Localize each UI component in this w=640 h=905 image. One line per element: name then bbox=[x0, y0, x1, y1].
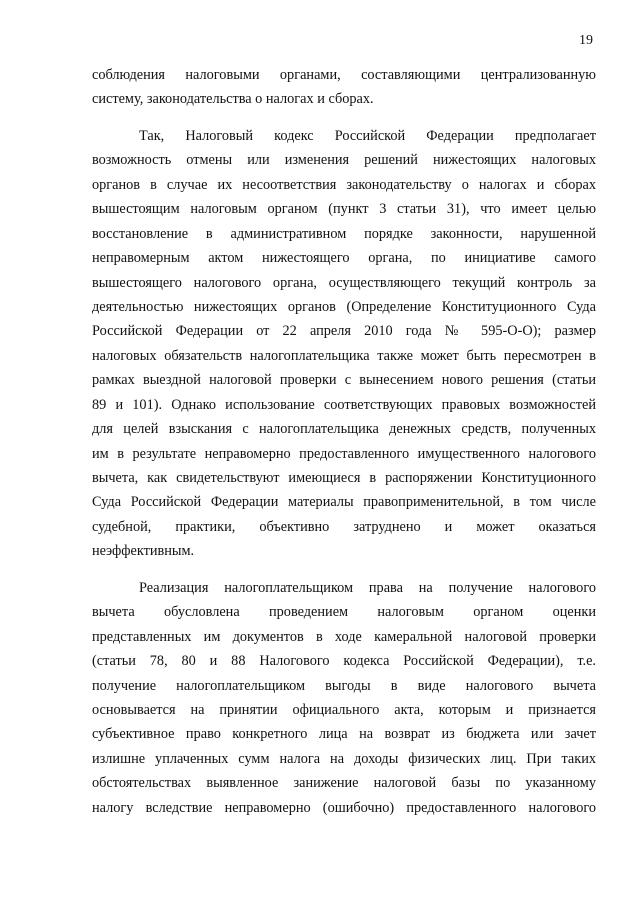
text-line: для целей взыскания с налогоплательщика денежных средств, полученных bbox=[92, 421, 596, 438]
text-line: представленных им документов в ходе камеральной налоговой проверки bbox=[92, 628, 596, 645]
text-line: налогу вследствие неправомерно (ошибочно) предоставленного налогового bbox=[92, 799, 596, 816]
text-line: излишне уплаченных сумм налога на доходы физических лиц. При таких bbox=[92, 750, 596, 767]
paragraph-2 bbox=[92, 124, 596, 564]
text-line: деятельностью нижестоящих органов (Определение Конституционного Суда bbox=[92, 298, 596, 315]
paragraph-1 bbox=[92, 63, 596, 112]
text-line: (статьи 78, 80 и 88 Налогового кодекса Российской Федерации), т.е. bbox=[92, 653, 596, 670]
text-line: вычета обусловлена проведением налоговым органом оценки bbox=[92, 604, 596, 621]
text-line: вышестоящего налогового органа, осуществляющего текущий контроль за bbox=[92, 274, 596, 291]
text-line: налоговых обязательств налогоплательщика также может быть пересмотрен в bbox=[92, 347, 596, 364]
text-line: обстоятельствах выявленное занижение налоговой базы по указанному bbox=[92, 775, 596, 792]
text-line: 89 и 101). Однако использование соответствующих правовых возможностей bbox=[92, 396, 596, 413]
text-line: Реализация налогоплательщиком права на получение налогового bbox=[139, 579, 596, 596]
text-line: соблюдения налоговыми органами, составляющими централизованную bbox=[92, 67, 596, 83]
text-line: Российской Федерации от 22 апреля 2010 года № 595-О-О); размер bbox=[92, 323, 596, 340]
text-line: восстановление в административном порядке законности, нарушенной bbox=[92, 225, 596, 242]
text-line: неправомерным актом нижестоящего органа, по инициативе самого bbox=[92, 250, 596, 267]
text-line: вычета, как свидетельствуют имеющиеся в распоряжении Конституционного bbox=[92, 470, 596, 486]
text-line: Так, Налоговый кодекс Российской Федерации предполагает bbox=[139, 127, 596, 144]
text-line: субъективное право конкретного лица на возврат из бюджета или зачет bbox=[92, 726, 596, 743]
text-line: систему, законодательства о налогах и сборах. bbox=[92, 91, 374, 108]
text-line: основывается на принятии официального акта, которым и признается bbox=[92, 701, 596, 718]
text-line: неэффективным. bbox=[92, 543, 195, 560]
text-line: судебной, практики, объективно затруднено и может оказаться bbox=[92, 518, 596, 535]
paragraph-spacing bbox=[92, 564, 596, 576]
text-line: получение налогоплательщиком выгоды в виде налогового вычета bbox=[92, 677, 596, 694]
document-body bbox=[92, 63, 596, 820]
text-line: вышестоящим налоговым органом (пункт 3 статьи 31), что имеет целью bbox=[92, 201, 596, 218]
text-line: Суда Российской Федерации материалы правоприменительной, в том числе bbox=[92, 494, 596, 511]
text-line: возможность отмены или изменения решений нижестоящих налоговых bbox=[92, 152, 596, 169]
text-line: рамках выездной налоговой проверки с вынесением нового решения (статьи bbox=[92, 372, 596, 389]
text-line: органов в случае их несоответствия законодательству о налогах и сборах bbox=[92, 176, 596, 193]
paragraph-spacing bbox=[92, 112, 596, 124]
text-line: им в результате неправомерно предоставленного имущественного налогового bbox=[92, 445, 596, 462]
paragraph-3 bbox=[92, 576, 596, 820]
page-number: 19 bbox=[579, 33, 593, 48]
